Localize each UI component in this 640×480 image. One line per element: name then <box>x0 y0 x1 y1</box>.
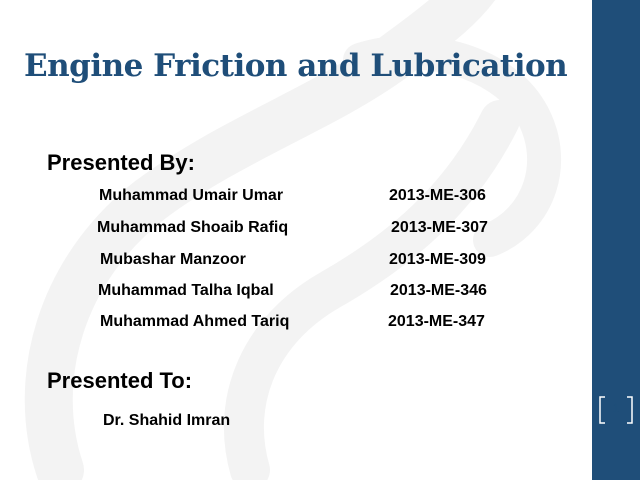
member-name: Mubashar Manzoor <box>100 251 246 268</box>
member-id: 2013-ME-346 <box>390 282 487 299</box>
slide-title: Engine Friction and Lubrication <box>24 48 568 84</box>
member-id: 2013-ME-347 <box>388 313 485 330</box>
member-name: Muhammad Ahmed Tariq <box>100 313 290 330</box>
member-id: 2013-ME-307 <box>391 219 488 236</box>
presented-by-label: Presented By: <box>47 150 195 175</box>
member-name: Muhammad Umair Umar <box>99 187 284 204</box>
presented-to-label: Presented To: <box>47 368 193 393</box>
member-name: Muhammad Talha Iqbal <box>98 282 274 299</box>
member-name: Muhammad Shoaib Rafiq <box>97 219 289 236</box>
member-id: 2013-ME-306 <box>389 187 486 204</box>
member-id: 2013-ME-309 <box>389 251 486 268</box>
page-number: 1 <box>612 401 620 415</box>
supervisor-name: Dr. Shahid Imran <box>103 412 231 429</box>
